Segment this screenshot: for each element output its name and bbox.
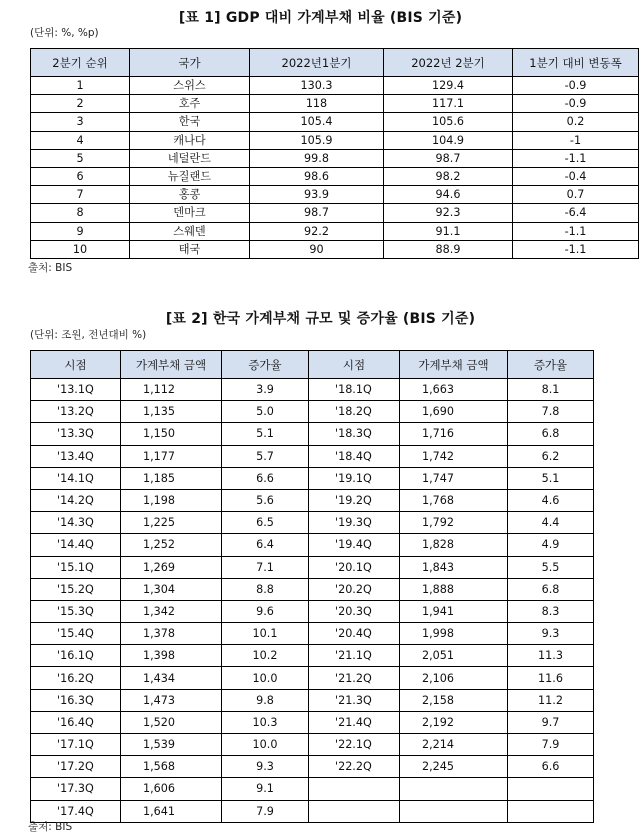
cell-debt-amount: 1,304	[121, 578, 222, 600]
cell-period: '20.3Q	[309, 600, 400, 622]
cell-period: '20.2Q	[309, 578, 400, 600]
cell-debt-amount: 1,225	[121, 512, 222, 534]
cell-debt-amount: 1,177	[121, 445, 222, 467]
cell-q2-value: 117.1	[384, 95, 513, 113]
cell-period: '19.3Q	[309, 512, 400, 534]
cell-debt-amount: 1,150	[121, 423, 222, 445]
cell-q2-value: 98.7	[384, 149, 513, 167]
cell-debt-amount: 1,828	[400, 534, 508, 556]
cell-q1-value: 99.8	[250, 149, 384, 167]
table-row	[31, 167, 639, 185]
cell-period: '17.3Q	[31, 778, 121, 800]
cell-period: '16.3Q	[31, 689, 121, 711]
table2-source: 출처: BIS	[28, 821, 73, 833]
cell-growth-rate: 8.3	[508, 600, 594, 622]
cell-country: 스위스	[130, 77, 250, 95]
cell-q2-value: 104.9	[384, 131, 513, 149]
cell-period: '14.4Q	[31, 534, 121, 556]
table-row	[31, 800, 594, 822]
cell-growth-rate: 5.1	[508, 467, 594, 489]
table-row	[31, 186, 639, 204]
cell-debt-amount: 1,198	[121, 489, 222, 511]
cell-growth-rate: 11.3	[508, 645, 594, 667]
header-period: 시점	[31, 351, 121, 379]
header-growth-rate: 증가율	[508, 351, 594, 379]
cell-debt-amount: 1,792	[400, 512, 508, 534]
cell-period: '19.4Q	[309, 534, 400, 556]
cell-period: '21.4Q	[309, 711, 400, 733]
cell-growth-rate: 6.8	[508, 423, 594, 445]
cell-period: '20.1Q	[309, 556, 400, 578]
table-row	[31, 734, 594, 756]
cell-period: '22.1Q	[309, 734, 400, 756]
cell-growth-rate	[508, 800, 594, 822]
header-2022q1: 2022년1분기	[250, 49, 384, 77]
cell-q1-value: 105.9	[250, 131, 384, 149]
cell-period: '21.2Q	[309, 667, 400, 689]
table-row	[31, 379, 594, 401]
header-period: 시점	[309, 351, 400, 379]
cell-change: 0.7	[513, 186, 639, 204]
cell-growth-rate: 5.6	[222, 489, 309, 511]
cell-change: -1.1	[513, 149, 639, 167]
cell-debt-amount: 2,158	[400, 689, 508, 711]
cell-q2-value: 88.9	[384, 240, 513, 258]
cell-change: -0.9	[513, 95, 639, 113]
cell-debt-amount: 1,606	[121, 778, 222, 800]
cell-debt-amount: 1,716	[400, 423, 508, 445]
table-row	[31, 667, 594, 689]
cell-growth-rate: 4.4	[508, 512, 594, 534]
header-change: 1분기 대비 변동폭	[513, 49, 639, 77]
table-row	[31, 467, 594, 489]
cell-debt-amount: 1,888	[400, 578, 508, 600]
cell-growth-rate: 6.4	[222, 534, 309, 556]
cell-debt-amount: 1,398	[121, 645, 222, 667]
cell-debt-amount: 2,192	[400, 711, 508, 733]
cell-rank: 9	[31, 222, 130, 240]
cell-period: '22.2Q	[309, 756, 400, 778]
cell-growth-rate: 5.1	[222, 423, 309, 445]
cell-growth-rate: 6.8	[508, 578, 594, 600]
header-country: 국가	[130, 49, 250, 77]
cell-growth-rate: 10.3	[222, 711, 309, 733]
cell-growth-rate: 9.7	[508, 711, 594, 733]
cell-growth-rate: 9.1	[222, 778, 309, 800]
table-row	[31, 423, 594, 445]
cell-debt-amount: 2,214	[400, 734, 508, 756]
cell-country: 태국	[130, 240, 250, 258]
table-row	[31, 534, 594, 556]
cell-period: '19.1Q	[309, 467, 400, 489]
table-row	[31, 95, 639, 113]
korea-household-debt-table	[30, 350, 594, 823]
cell-period: '21.1Q	[309, 645, 400, 667]
cell-q1-value: 98.6	[250, 167, 384, 185]
cell-growth-rate: 8.8	[222, 578, 309, 600]
cell-debt-amount: 1,252	[121, 534, 222, 556]
cell-country: 덴마크	[130, 204, 250, 222]
cell-debt-amount: 1,342	[121, 600, 222, 622]
cell-growth-rate: 4.9	[508, 534, 594, 556]
table-row	[31, 77, 639, 95]
cell-period: '13.2Q	[31, 401, 121, 423]
table-row	[31, 113, 639, 131]
cell-change: -1.1	[513, 240, 639, 258]
cell-growth-rate: 6.6	[222, 467, 309, 489]
cell-change: -1.1	[513, 222, 639, 240]
cell-country: 한국	[130, 113, 250, 131]
cell-growth-rate: 9.3	[508, 623, 594, 645]
cell-rank: 6	[31, 167, 130, 185]
cell-debt-amount: 1,378	[121, 623, 222, 645]
cell-country: 캐나다	[130, 131, 250, 149]
cell-country: 스웨덴	[130, 222, 250, 240]
cell-period: '19.2Q	[309, 489, 400, 511]
cell-debt-amount: 1,473	[121, 689, 222, 711]
header-2022q2: 2022년 2분기	[384, 49, 513, 77]
cell-period: '14.2Q	[31, 489, 121, 511]
cell-period: '18.3Q	[309, 423, 400, 445]
cell-growth-rate: 7.9	[222, 800, 309, 822]
cell-debt-amount: 2,106	[400, 667, 508, 689]
cell-rank: 4	[31, 131, 130, 149]
cell-period: '14.1Q	[31, 467, 121, 489]
cell-growth-rate: 6.6	[508, 756, 594, 778]
cell-growth-rate: 7.9	[508, 734, 594, 756]
header-growth-rate: 증가율	[222, 351, 309, 379]
table2-title: [표 2] 한국 가계부채 규모 및 증가율 (BIS 기준)	[165, 311, 476, 327]
cell-rank: 3	[31, 113, 130, 131]
cell-debt-amount: 1,747	[400, 467, 508, 489]
table1-source: 출처: BIS	[28, 262, 73, 274]
gdp-household-debt-ratio-table	[30, 48, 639, 259]
cell-growth-rate: 6.5	[222, 512, 309, 534]
cell-period	[309, 778, 400, 800]
cell-growth-rate	[508, 778, 594, 800]
table1-unit-note: (단위: %, %p)	[30, 27, 99, 39]
cell-debt-amount: 1,539	[121, 734, 222, 756]
cell-change: -1	[513, 131, 639, 149]
table-row	[31, 222, 639, 240]
cell-growth-rate: 4.6	[508, 489, 594, 511]
cell-debt-amount: 1,641	[121, 800, 222, 822]
cell-rank: 5	[31, 149, 130, 167]
table-row	[31, 489, 594, 511]
cell-period: '13.1Q	[31, 379, 121, 401]
cell-q1-value: 118	[250, 95, 384, 113]
cell-growth-rate: 8.1	[508, 379, 594, 401]
cell-debt-amount: 1,768	[400, 489, 508, 511]
cell-period: '18.1Q	[309, 379, 400, 401]
cell-period: '18.4Q	[309, 445, 400, 467]
header-rank: 2분기 순위	[31, 49, 130, 77]
cell-debt-amount	[400, 778, 508, 800]
cell-growth-rate: 7.8	[508, 401, 594, 423]
cell-q2-value: 92.3	[384, 204, 513, 222]
cell-period	[309, 800, 400, 822]
table2-header-row	[31, 351, 594, 379]
cell-period: '16.1Q	[31, 645, 121, 667]
cell-debt-amount: 1,112	[121, 379, 222, 401]
header-debt-amount: 가계부채 금액	[121, 351, 222, 379]
cell-period: '21.3Q	[309, 689, 400, 711]
table-row	[31, 512, 594, 534]
cell-q1-value: 93.9	[250, 186, 384, 204]
cell-country: 홍콩	[130, 186, 250, 204]
cell-debt-amount: 1,998	[400, 623, 508, 645]
cell-debt-amount: 1,135	[121, 401, 222, 423]
cell-rank: 2	[31, 95, 130, 113]
cell-debt-amount: 1,742	[400, 445, 508, 467]
table-row	[31, 711, 594, 733]
table-row	[31, 689, 594, 711]
cell-rank: 7	[31, 186, 130, 204]
cell-period: '16.2Q	[31, 667, 121, 689]
table-row	[31, 556, 594, 578]
cell-debt-amount: 2,245	[400, 756, 508, 778]
table-row	[31, 756, 594, 778]
cell-debt-amount: 1,185	[121, 467, 222, 489]
cell-growth-rate: 10.2	[222, 645, 309, 667]
table-row	[31, 131, 639, 149]
cell-period: '15.3Q	[31, 600, 121, 622]
cell-debt-amount: 1,941	[400, 600, 508, 622]
cell-growth-rate: 3.9	[222, 379, 309, 401]
cell-growth-rate: 10.1	[222, 623, 309, 645]
cell-change: -6.4	[513, 204, 639, 222]
cell-q2-value: 91.1	[384, 222, 513, 240]
cell-debt-amount: 1,269	[121, 556, 222, 578]
cell-period: '17.1Q	[31, 734, 121, 756]
cell-country: 네덜란드	[130, 149, 250, 167]
table1-title: [표 1] GDP 대비 가계부채 비율 (BIS 기준)	[178, 10, 463, 26]
cell-debt-amount: 1,520	[121, 711, 222, 733]
cell-period: '15.2Q	[31, 578, 121, 600]
cell-q2-value: 105.6	[384, 113, 513, 131]
table-row	[31, 401, 594, 423]
cell-period: '15.1Q	[31, 556, 121, 578]
cell-growth-rate: 5.7	[222, 445, 309, 467]
cell-country: 뉴질랜드	[130, 167, 250, 185]
table2-unit-note: (단위: 조원, 전년대비 %)	[30, 329, 147, 341]
cell-q1-value: 130.3	[250, 77, 384, 95]
cell-growth-rate: 6.2	[508, 445, 594, 467]
cell-growth-rate: 11.2	[508, 689, 594, 711]
cell-country: 호주	[130, 95, 250, 113]
cell-q2-value: 98.2	[384, 167, 513, 185]
cell-growth-rate: 5.5	[508, 556, 594, 578]
cell-q2-value: 129.4	[384, 77, 513, 95]
cell-debt-amount: 1,434	[121, 667, 222, 689]
table-row	[31, 240, 639, 258]
table-row	[31, 600, 594, 622]
cell-change: 0.2	[513, 113, 639, 131]
table-row	[31, 778, 594, 800]
cell-growth-rate: 11.6	[508, 667, 594, 689]
cell-period: '20.4Q	[309, 623, 400, 645]
table-row	[31, 149, 639, 167]
table-row	[31, 645, 594, 667]
cell-rank: 1	[31, 77, 130, 95]
cell-period: '17.2Q	[31, 756, 121, 778]
cell-q2-value: 94.6	[384, 186, 513, 204]
cell-rank: 8	[31, 204, 130, 222]
cell-q1-value: 90	[250, 240, 384, 258]
cell-debt-amount: 1,568	[121, 756, 222, 778]
header-debt-amount: 가계부채 금액	[400, 351, 508, 379]
cell-growth-rate: 10.0	[222, 734, 309, 756]
cell-q1-value: 92.2	[250, 222, 384, 240]
cell-growth-rate: 9.6	[222, 600, 309, 622]
table-row	[31, 445, 594, 467]
cell-period: '15.4Q	[31, 623, 121, 645]
cell-change: -0.4	[513, 167, 639, 185]
table1-header-row	[31, 49, 639, 77]
table-row	[31, 623, 594, 645]
cell-debt-amount: 2,051	[400, 645, 508, 667]
cell-q1-value: 98.7	[250, 204, 384, 222]
cell-period: '17.4Q	[31, 800, 121, 822]
cell-period: '18.2Q	[309, 401, 400, 423]
cell-growth-rate: 7.1	[222, 556, 309, 578]
table-row	[31, 578, 594, 600]
table-row	[31, 204, 639, 222]
cell-period: '16.4Q	[31, 711, 121, 733]
cell-debt-amount: 1,690	[400, 401, 508, 423]
cell-period: '13.4Q	[31, 445, 121, 467]
cell-period: '14.3Q	[31, 512, 121, 534]
cell-q1-value: 105.4	[250, 113, 384, 131]
cell-period: '13.3Q	[31, 423, 121, 445]
cell-growth-rate: 10.0	[222, 667, 309, 689]
cell-debt-amount	[400, 800, 508, 822]
cell-growth-rate: 9.8	[222, 689, 309, 711]
cell-change: -0.9	[513, 77, 639, 95]
cell-rank: 10	[31, 240, 130, 258]
cell-growth-rate: 5.0	[222, 401, 309, 423]
cell-growth-rate: 9.3	[222, 756, 309, 778]
cell-debt-amount: 1,663	[400, 379, 508, 401]
cell-debt-amount: 1,843	[400, 556, 508, 578]
